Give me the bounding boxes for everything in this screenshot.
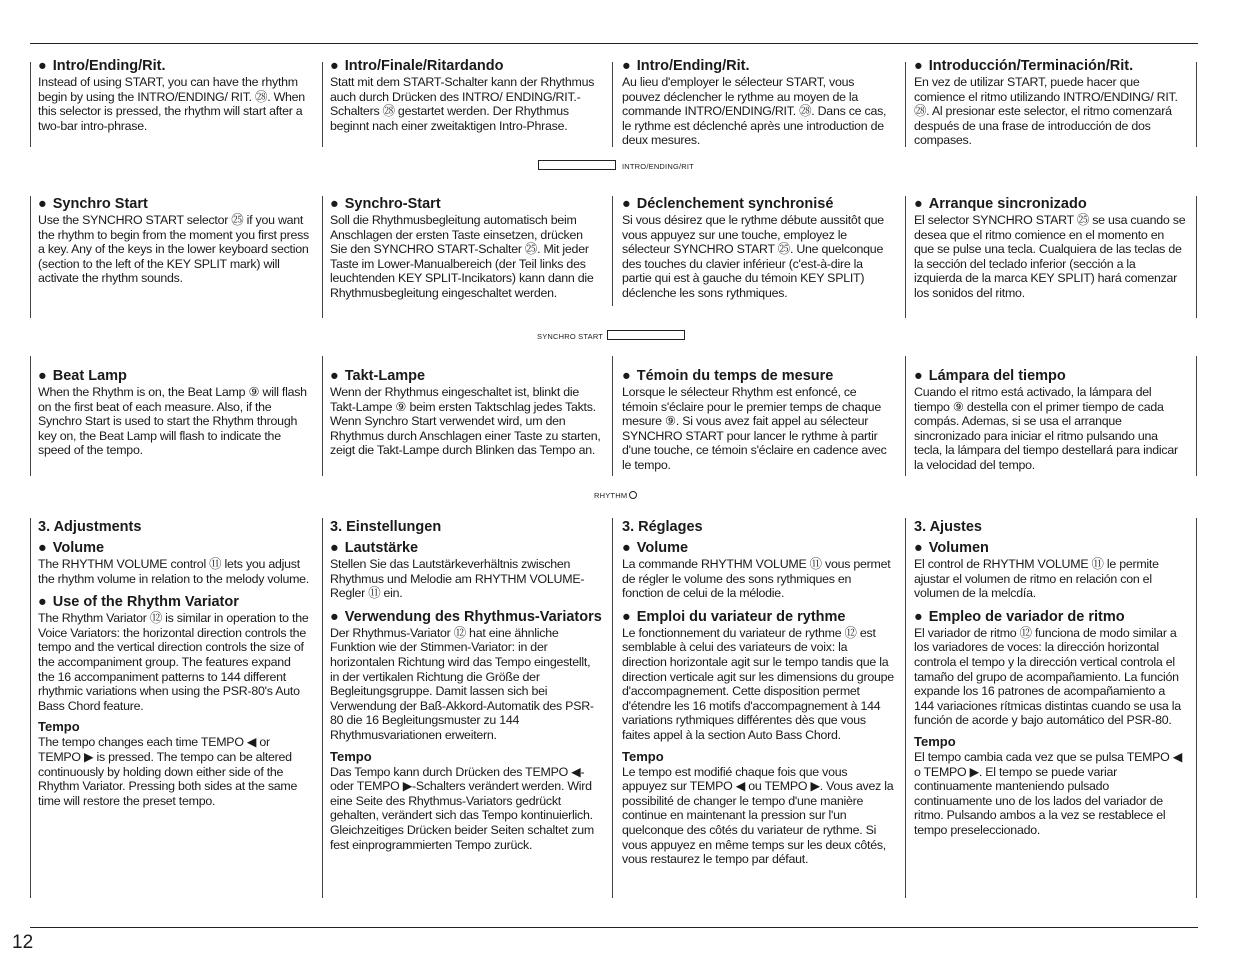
col-divider [322,356,323,476]
de-beat-section [330,368,602,458]
col-divider [612,518,613,898]
de-adjust-section [330,519,602,852]
en-synchro-text: Use the SYNCHRO START selector ㉕ if you want the rhythm to begin from the moment you first press a key. Any of the keys in the lower keyboard section (section to the left of the KEY SPLIT mark) will activate the rhythm sounds. [38,213,309,286]
col-divider [322,196,323,318]
en-volume-text: The RHYTHM VOLUME control ⑪ lets you adjust the rhythm volume in relation to the melody volume. [38,557,309,586]
es-beat-text: Cuando el ritmo está activado, la lámpara del tiempo ⑨ destella con el primer tiempo de cada compás. Ademas, si se usa el arranque sincronizado para iniciar el ritmo pulsando una tecla, la lámpara del tiempo destellará para indicar la velocidad del tempo. [914,385,1178,472]
en-tempo-heading: Tempo [38,719,80,735]
top-rule [30,43,1198,44]
rhythm-label: RHYTHM [594,491,628,500]
col-divider [322,62,323,147]
fr-synchro-heading: ● Déclenchement synchronisé [622,196,834,212]
fr-tempo-text: Le tempo est modifié chaque fois que vous appuyez sur TEMPO ◀ ou TEMPO ▶. Vous avez la possibilité de changer le tempo d'une manière continue en maintenant la pression sur l'un quelconque des côtés du variateur de rythme. Si vous appuyez en même temps sur les deux côtés, vous restaurez le tempo par défaut. [622,764,894,867]
en-synchro-heading: ● Synchro Start [38,196,148,212]
en-variator-text: The Rhythm Variator ⑫ is similar in operation to the Voice Variators: the horizontal direction controls the tempo and the vertical direction controls the size of the accompaniment group. The features expand the 16 accompaniment patterns to 144 different rhythmic variations when using the PSR-80's Auto Bass Chord feature. [38,611,309,713]
col-divider [905,356,906,476]
intro-ending-label: INTRO/ENDING/RIT [622,162,694,171]
es-intro-text: En vez de utilizar START, puede hacer que comience el ritmo utilizando INTRO/ENDING/ RIT. ㉘. Al presionar este selector, el ritmo comenzará después de una frase de introducción de dos compases. [914,75,1178,148]
fr-synchro-section [622,196,894,301]
col-divider [612,62,613,147]
de-tempo-heading: Tempo [330,748,372,764]
en-volume-heading: ● Volume [38,540,105,556]
fr-beat-section [622,368,894,473]
fr-variator-text: Le fonctionnement du variateur de rythme ⑫ est semblable à celui des variateurs de voix: la direction horizontale agit sur le tempo tandis que la direction verticale agit sur les dimensions du groupe d'accompagnement. Cette disposition permet d'étendre les 16 motifs d'accompagnement à 144 variations rythmiques différentes dès que vous faites appel à la section Auto Bass Chord. [622,625,894,742]
de-intro-heading: ● Intro/Finale/Ritardando [330,58,504,74]
fr-volume-heading: ● Volume [622,540,689,556]
de-synchro-text: Soll die Rhythmusbegleitung automatisch beim Anschlagen der ersten Taste einsetzen, drücken Sie den SYNCHRO START-Schalter ㉕. Mit jeder Taste im Lower-Manualbereich (der Teil links des leuchtenden KEY SPLIT-Incikators) kann dann die Rhythmusbegleitung eingeschaltet werden. [330,213,594,300]
intro-ending-switch-diagram [538,160,616,170]
de-beat-heading: ● Takt-Lampe [330,368,426,384]
es-intro-section [914,58,1186,148]
de-variator-heading: ● Verwendung des Rhythmus-Variators [330,608,602,625]
de-variator-text: Der Rhythmus-Variator ⑫ hat eine ähnliche Funktion wie der Stimmen-Variator: in der horizontalen Richtung wird das Tempo eingestellt, in der vertikalen Richtung die Größe der Begleitungsgruppe. Damit lassen sich bei Verwendung der Baß-Akkord-Automatik des PSR-80 die 16 Begleitungsmuster zu 144 Rhythmusvariationen erweitern. [330,625,594,742]
fr-adjust-section [622,519,894,867]
es-adjust-section [914,519,1186,838]
en-adjust-heading: 3. Adjustments [38,519,142,535]
en-adjust-section [38,519,310,808]
fr-volume-text: La commande RHYTHM VOLUME ⑪ vous permet de régler le volume des sons rythmiques en fonction de celui de la mélodie. [622,557,891,601]
fr-beat-heading: ● Témoin du temps de mesure [622,368,834,384]
de-volume-heading: ● Lautstärke [330,540,419,556]
es-variator-heading: ● Empleo de variador de ritmo [914,608,1125,625]
en-tempo-text: The tempo changes each time TEMPO ◀ or TEMPO ▶ is pressed. The tempo can be altered continuously by holding down either side of the Rhythm Variator. Pressing both sides at the same time will restore the preset tempo. [38,735,298,808]
fr-synchro-text: Si vous désirez que le rythme débute aussitôt que vous appuyez sur une touche, employez le sélecteur SYNCHRO START ㉕. Une quelconque des touches du clavier inférieur (c'est-à-dire la partie qui est à gauche du témoin KEY SPLIT) déclenche les sons rythmiques. [622,213,884,300]
es-synchro-section [914,196,1186,301]
de-intro-section [330,58,602,133]
es-volume-heading: ● Volumen [914,540,989,556]
page-number: 12 [12,932,34,953]
es-synchro-heading: ● Arranque sincronizado [914,196,1087,212]
en-beat-section [38,368,310,458]
es-tempo-text: El tempo cambia cada vez que se pulsa TEMPO ◀ o TEMPO ▶. El tempo se puede variar continuamente manteniendo pulsado continuamente uno de los lados del variador de ritmo. Pulsando ambos a la vez se restablece el tempo preseleccionado. [914,749,1183,837]
en-variator-heading: ● Use of the Rhythm Variator [38,594,239,611]
fr-intro-heading: ● Intro/Ending/Rit. [622,58,750,74]
fr-intro-text: Au lieu d'employer le sélecteur START, vous pouvez déclencher le rythme au moyen de la commande INTRO/ENDING/RIT. ㉘. Dans ce cas, le rythme est déclenché après une introduction de deux mesures. [622,75,887,148]
en-intro-heading: ● Intro/Ending/Rit. [38,58,166,74]
col-divider [1196,62,1197,147]
col-divider [322,518,323,898]
col-divider [30,356,31,476]
en-intro-text: Instead of using START, you can have the rhythm begin by using the INTRO/ENDING/ RIT. ㉘. When this selector is pressed, the rhythm will start after a two-bar intro-phrase. [38,75,305,133]
en-synchro-section [38,196,310,286]
col-divider [905,518,906,898]
de-volume-text: Stellen Sie das Lautstärkeverhältnis zwischen Rhythmus und Melodie am RHYTHM VOLUME-Regler ⑪ ein. [330,557,585,601]
es-adjust-heading: 3. Ajustes [914,519,982,535]
es-intro-heading: ● Introducción/Terminación/Rit. [914,58,1134,74]
es-variator-text: El variador de ritmo ⑫ funciona de modo similar a los variadores de voces: la dirección horizontal controla el tempo y la dirección vertical controla el tamaño del grupo de acompañamiento. La función expande los 16 patrones de acompañamiento a 144 variaciones rítmicas distintas cuando se usa la función de acorde y bajo automático del PSR-80. [914,625,1181,728]
col-divider [612,196,613,306]
fr-adjust-heading: 3. Réglages [622,519,703,535]
bottom-rule [30,927,1198,928]
de-synchro-section [330,196,602,301]
col-divider [30,62,31,147]
es-beat-section [914,368,1186,473]
de-beat-text: Wenn der Rhythmus eingeschaltet ist, blinkt die Takt-Lampe ⑨ beim ersten Taktschlag jedes Takts. Wenn Synchro Start verwendet wird, um den Rhythmus durch Anschlagen einer Taste zu starten, zeigt die Takt-Lampe durch Blinken das Tempo an. [330,385,601,458]
fr-tempo-heading: Tempo [622,748,664,764]
es-synchro-text: El selector SYNCHRO START ㉕ se usa cuando se desea que el ritmo comience en el momento en que se pulse una tecla. Cualquiera de las teclas de la sección del teclado inferior (sección a la izquierda de la marca KEY SPLIT) hará comenzar los sonidos del ritmo. [914,213,1186,300]
de-adjust-heading: 3. Einstellungen [330,519,442,535]
col-divider [612,356,613,476]
es-tempo-heading: Tempo [914,733,956,749]
col-divider [1196,518,1197,898]
synchro-start-switch-diagram [607,330,685,340]
col-divider [30,518,31,898]
fr-beat-text: Lorsque le sélecteur Rhythm est enfoncé, ce témoin s'éclaire pour le premier temps de chaque mesure ⑨. Si vous avez fait appel au sélecteur SYNCHRO START pour lancer le rythme à partir d'une touche, ce témoin s'éclaire en cadence avec le tempo. [622,385,887,472]
es-beat-heading: ● Lámpara del tiempo [914,368,1066,384]
beat-lamp-icon [629,491,637,499]
en-beat-text: When the Rhythm is on, the Beat Lamp ⑨ will flash on the first beat of each measure. Also, if the Synchro Start is used to start the Rhythm through key on, the Beat Lamp will flash to indicate the speed of the tempo. [38,385,307,458]
es-volume-text: El control de RHYTHM VOLUME ⑪ le permite ajustar el volumen de ritmo en relación con el volumen de la melcdía. [914,557,1159,601]
col-divider [30,196,31,318]
col-divider [1196,196,1197,318]
col-divider [1196,356,1197,476]
col-divider [905,196,906,318]
col-divider [905,62,906,147]
de-synchro-heading: ● Synchro-Start [330,196,441,212]
de-tempo-text: Das Tempo kann durch Drücken des TEMPO ◀- oder TEMPO ▶-Schalters verändert werden. Wird eine Seite des Rhythmus-Variators gedrückt gehalten, verändert sich das Tempo kontinuierlich. Gleichzeitiges Drücken beider Seiten schaltet zum fest einprogrammierten Tempo zurück. [330,764,594,852]
en-beat-heading: ● Beat Lamp [38,368,127,384]
en-intro-section [38,58,310,133]
fr-intro-section [622,58,894,148]
de-intro-text: Statt mit dem START-Schalter kann der Rhythmus auch durch Drücken des INTRO/ ENDING/RIT.-Schalters ㉘ gestartet werden. Der Rhythmus beginnt nach einer zweitaktigen Intro-Phrase. [330,75,595,133]
fr-variator-heading: ● Emploi du variateur de rythme [622,608,846,625]
synchro-start-label: SYNCHRO START [537,332,604,341]
